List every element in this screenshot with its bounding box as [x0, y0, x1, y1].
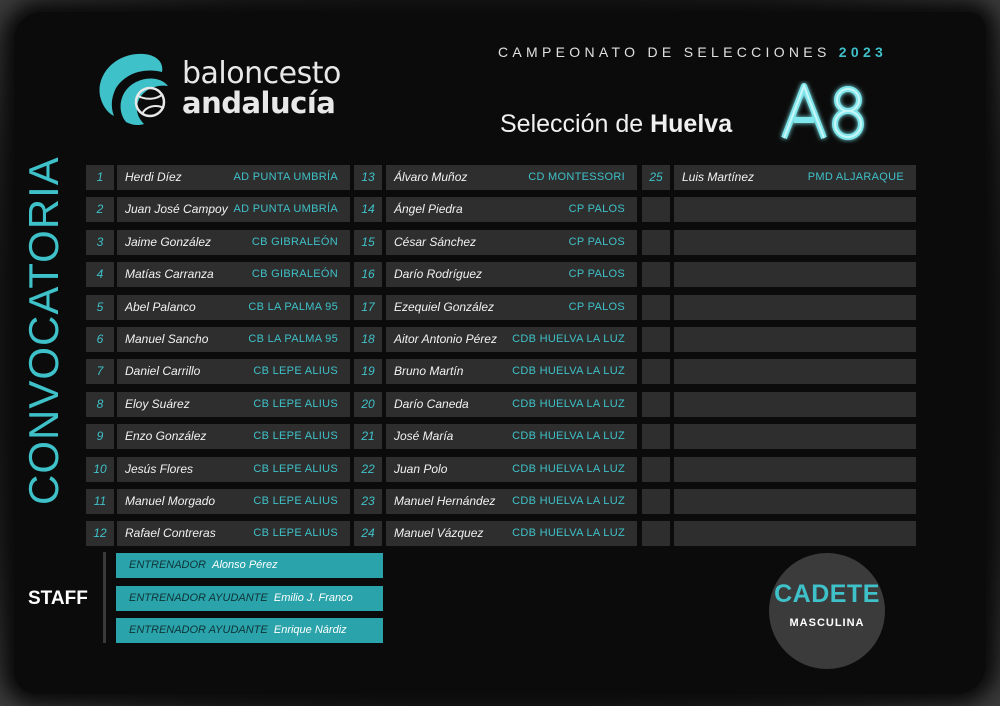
player-number: 3 [86, 230, 114, 255]
player-number [642, 392, 670, 417]
player-number: 15 [354, 230, 382, 255]
staff-name: Emilio J. Franco [273, 592, 353, 604]
player-number: 2 [86, 197, 114, 222]
convocatoria-title: CONVOCATORIA [20, 156, 67, 505]
player-row [386, 262, 637, 287]
player-name: Ezequiel González [394, 300, 495, 314]
player-name: Manuel Vázquez [394, 526, 484, 540]
player-name: Enzo González [125, 429, 207, 443]
player-name: Matías Carranza [125, 267, 214, 281]
player-number: 18 [354, 327, 382, 352]
player-club: CP PALOS [568, 203, 625, 215]
player-club: CB LEPE ALIUS [253, 365, 338, 377]
player-row [674, 295, 916, 320]
player-name: Ángel Piedra [394, 202, 463, 216]
championship-name: CAMPEONATO DE SELECCIONES [498, 44, 831, 60]
player-club: CDB HUELVA LA LUZ [512, 333, 625, 345]
player-name: Manuel Sancho [125, 332, 209, 346]
player-club: CD MONTESSORI [528, 171, 625, 183]
player-number: 11 [86, 489, 114, 514]
player-number: 13 [354, 165, 382, 190]
player-number [642, 295, 670, 320]
player-club: AD PUNTA UMBRÍA [233, 171, 338, 183]
staff-name: Alonso Pérez [212, 559, 278, 571]
player-club: CDB HUELVA LA LUZ [512, 495, 625, 507]
player-name: Jesús Flores [125, 462, 194, 476]
player-name: Aitor Antonio Pérez [394, 332, 497, 346]
player-number [642, 197, 670, 222]
player-name: Manuel Hernández [394, 494, 496, 508]
a8-event-logo-icon [776, 76, 872, 146]
championship-year: 2023 [838, 44, 888, 60]
player-row [674, 262, 916, 287]
category-badge [769, 553, 885, 669]
player-name: Bruno Martín [394, 364, 464, 378]
player-club: CDB HUELVA LA LUZ [512, 398, 625, 410]
staff-role: ENTRENADOR AYUDANTE [129, 624, 268, 636]
player-row [674, 230, 916, 255]
player-club: CDB HUELVA LA LUZ [512, 527, 625, 539]
player-row [117, 197, 350, 222]
player-number: 5 [86, 295, 114, 320]
player-row [386, 521, 637, 546]
player-name: Abel Palanco [125, 300, 196, 314]
player-row [117, 424, 350, 449]
staff-role: ENTRENADOR AYUDANTE [129, 592, 268, 604]
player-row [386, 359, 637, 384]
player-club: CB GIBRALEÓN [251, 268, 338, 280]
player-name: Darío Rodríguez [394, 267, 483, 281]
player-number: 23 [354, 489, 382, 514]
player-name: Eloy Suárez [125, 397, 190, 411]
brand-line2: andalucía [182, 86, 336, 120]
player-number [642, 424, 670, 449]
player-club: CDB HUELVA LA LUZ [512, 463, 625, 475]
player-club: CB LEPE ALIUS [253, 527, 338, 539]
championship-title [498, 44, 887, 60]
player-club: CB LEPE ALIUS [253, 463, 338, 475]
player-row [117, 489, 350, 514]
player-number [642, 489, 670, 514]
player-row [386, 392, 637, 417]
player-row [117, 165, 350, 190]
player-club: CB LEPE ALIUS [253, 430, 338, 442]
player-number: 7 [86, 359, 114, 384]
player-name: César Sánchez [394, 235, 477, 249]
selection-title [500, 110, 732, 139]
player-name: Juan José Campoy [125, 202, 228, 216]
player-club: CB LEPE ALIUS [253, 398, 338, 410]
player-row [674, 327, 916, 352]
player-name: Rafael Contreras [125, 526, 216, 540]
player-number: 9 [86, 424, 114, 449]
player-name: Jaime González [125, 235, 212, 249]
player-club: CP PALOS [568, 268, 625, 280]
player-row [386, 327, 637, 352]
player-number: 4 [86, 262, 114, 287]
player-number [642, 230, 670, 255]
player-club: CB GIBRALEÓN [251, 236, 338, 248]
player-row [117, 521, 350, 546]
player-row [117, 262, 350, 287]
player-row [386, 230, 637, 255]
player-number: 16 [354, 262, 382, 287]
staff-row [116, 586, 383, 611]
player-number: 8 [86, 392, 114, 417]
staff-divider [103, 552, 106, 643]
player-name: Luis Martínez [682, 170, 755, 184]
player-row [386, 165, 637, 190]
player-row [674, 457, 916, 482]
player-number: 25 [642, 165, 670, 190]
player-club: CP PALOS [568, 301, 625, 313]
selection-prefix: Selección de [500, 110, 644, 138]
player-name: José María [394, 429, 454, 443]
player-row [386, 295, 637, 320]
player-number: 24 [354, 521, 382, 546]
player-number [642, 521, 670, 546]
player-name: Álvaro Muñoz [394, 170, 468, 184]
staff-role: ENTRENADOR [129, 559, 207, 571]
player-row [117, 457, 350, 482]
player-row [674, 197, 916, 222]
staff-row [116, 553, 383, 578]
player-number: 1 [86, 165, 114, 190]
player-club: PMD ALJARAQUE [807, 171, 904, 183]
player-row [117, 230, 350, 255]
player-number: 19 [354, 359, 382, 384]
player-club: CB LEPE ALIUS [253, 495, 338, 507]
selection-name: Huelva [650, 110, 733, 138]
player-name: Juan Polo [394, 462, 448, 476]
player-row [674, 521, 916, 546]
player-club: AD PUNTA UMBRÍA [233, 203, 338, 215]
staff-row [116, 618, 383, 643]
player-row [386, 424, 637, 449]
player-number: 22 [354, 457, 382, 482]
staff-label: STAFF [28, 588, 88, 609]
player-row [117, 327, 350, 352]
player-row [386, 457, 637, 482]
player-number [642, 457, 670, 482]
player-number: 10 [86, 457, 114, 482]
player-row [674, 392, 916, 417]
player-club: CP PALOS [568, 236, 625, 248]
player-row [674, 489, 916, 514]
player-number [642, 327, 670, 352]
player-number: 17 [354, 295, 382, 320]
player-number: 21 [354, 424, 382, 449]
player-row [386, 197, 637, 222]
player-name: Darío Caneda [394, 397, 469, 411]
player-club: CDB HUELVA LA LUZ [512, 365, 625, 377]
staff-name: Enrique Nárdiz [273, 624, 347, 636]
category-title: CADETE [774, 580, 880, 608]
player-number [642, 262, 670, 287]
player-row [386, 489, 637, 514]
player-name: Daniel Carrillo [125, 364, 201, 378]
player-club: CB LA PALMA 95 [248, 301, 338, 313]
category-subtitle: MASCULINA [789, 617, 865, 629]
brand-line1: baloncesto [182, 56, 341, 91]
player-row [117, 295, 350, 320]
player-club: CB LA PALMA 95 [248, 333, 338, 345]
player-row [674, 359, 916, 384]
player-number: 6 [86, 327, 114, 352]
player-name: Manuel Morgado [125, 494, 216, 508]
player-club: CDB HUELVA LA LUZ [512, 430, 625, 442]
player-number: 20 [354, 392, 382, 417]
player-row [674, 165, 916, 190]
player-row [117, 359, 350, 384]
player-number: 14 [354, 197, 382, 222]
player-number: 12 [86, 521, 114, 546]
player-row [674, 424, 916, 449]
player-row [117, 392, 350, 417]
player-name: Herdi Díez [125, 170, 182, 184]
player-number [642, 359, 670, 384]
